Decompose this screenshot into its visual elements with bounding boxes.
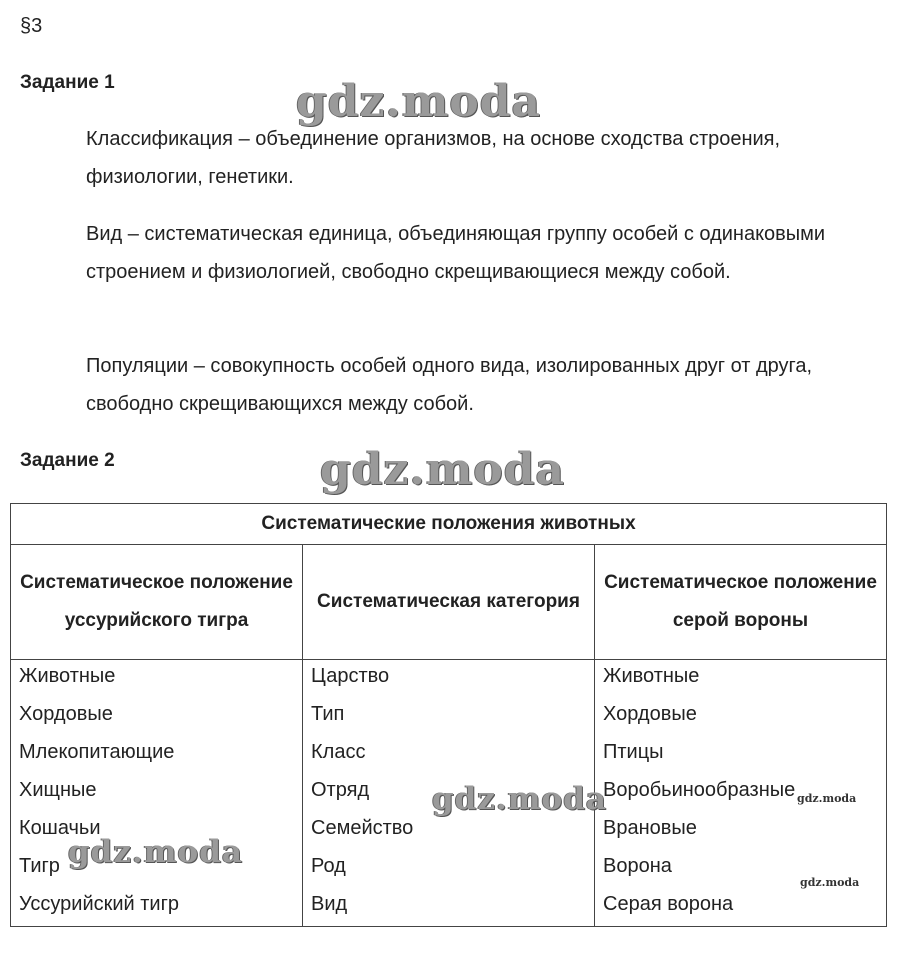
header-tiger: Систематическое положение уссурийского тигра (11, 545, 303, 660)
task-2-title: Задание 2 (20, 450, 115, 471)
table-cell: Воробьинообразные (603, 779, 796, 801)
column-tiger (11, 660, 303, 927)
table-cell: Птицы (603, 741, 664, 763)
table-cell: Вид (311, 893, 348, 915)
watermark-logo: gdz.moda (68, 834, 243, 870)
watermark-logo: gdz.moda (432, 781, 607, 817)
header-crow: Систематическое положение серой вороны (595, 545, 887, 660)
table-cell: Ворона (603, 855, 672, 877)
definition-population: Популяции – совокупность особей одного вида, изолированных друг от друга, свободно скрещивающихся между собой. (86, 355, 813, 415)
table-cell: Класс (311, 741, 366, 763)
table-cell: Кошачьи (19, 817, 101, 839)
watermark-logo: gdz.moda (800, 876, 860, 889)
table-cell: Уссурийский тигр (19, 893, 180, 915)
table-cell: Животные (19, 665, 116, 687)
table-cell: Отряд (311, 779, 370, 801)
table-cell: Врановые (603, 817, 697, 839)
table-cell: Животные (603, 665, 700, 687)
section-number: §3 (20, 15, 43, 37)
header-category: Систематическая категория (303, 545, 595, 660)
watermark-logo: gdz.moda (797, 792, 857, 805)
table-cell: Серая ворона (603, 893, 734, 915)
table-cell: Тигр (19, 855, 60, 877)
table-cell: Тип (311, 703, 345, 725)
table-cell: Хищные (19, 779, 97, 801)
watermark-logo: gdz.moda (320, 444, 566, 495)
task-1-title: Задание 1 (20, 72, 115, 93)
table-cell: Млекопитающие (19, 741, 175, 763)
definition-species: Вид – систематическая единица, объединяющая группу особей с одинаковыми строением и физиологией, свободно скрещивающиеся между собой. (86, 223, 826, 283)
watermark-logo: gdz.moda (296, 76, 542, 127)
table-cell: Род (311, 855, 346, 877)
table-cell: Хордовые (19, 703, 113, 725)
definition-classification: Классификация – объединение организмов, на основе сходства строения, физиологии, генетики. (86, 128, 781, 188)
table-cell: Хордовые (603, 703, 697, 725)
table-cell: Царство (311, 665, 390, 687)
table-cell: Семейство (311, 817, 414, 839)
table-caption: Систематические положения животных (11, 504, 887, 545)
